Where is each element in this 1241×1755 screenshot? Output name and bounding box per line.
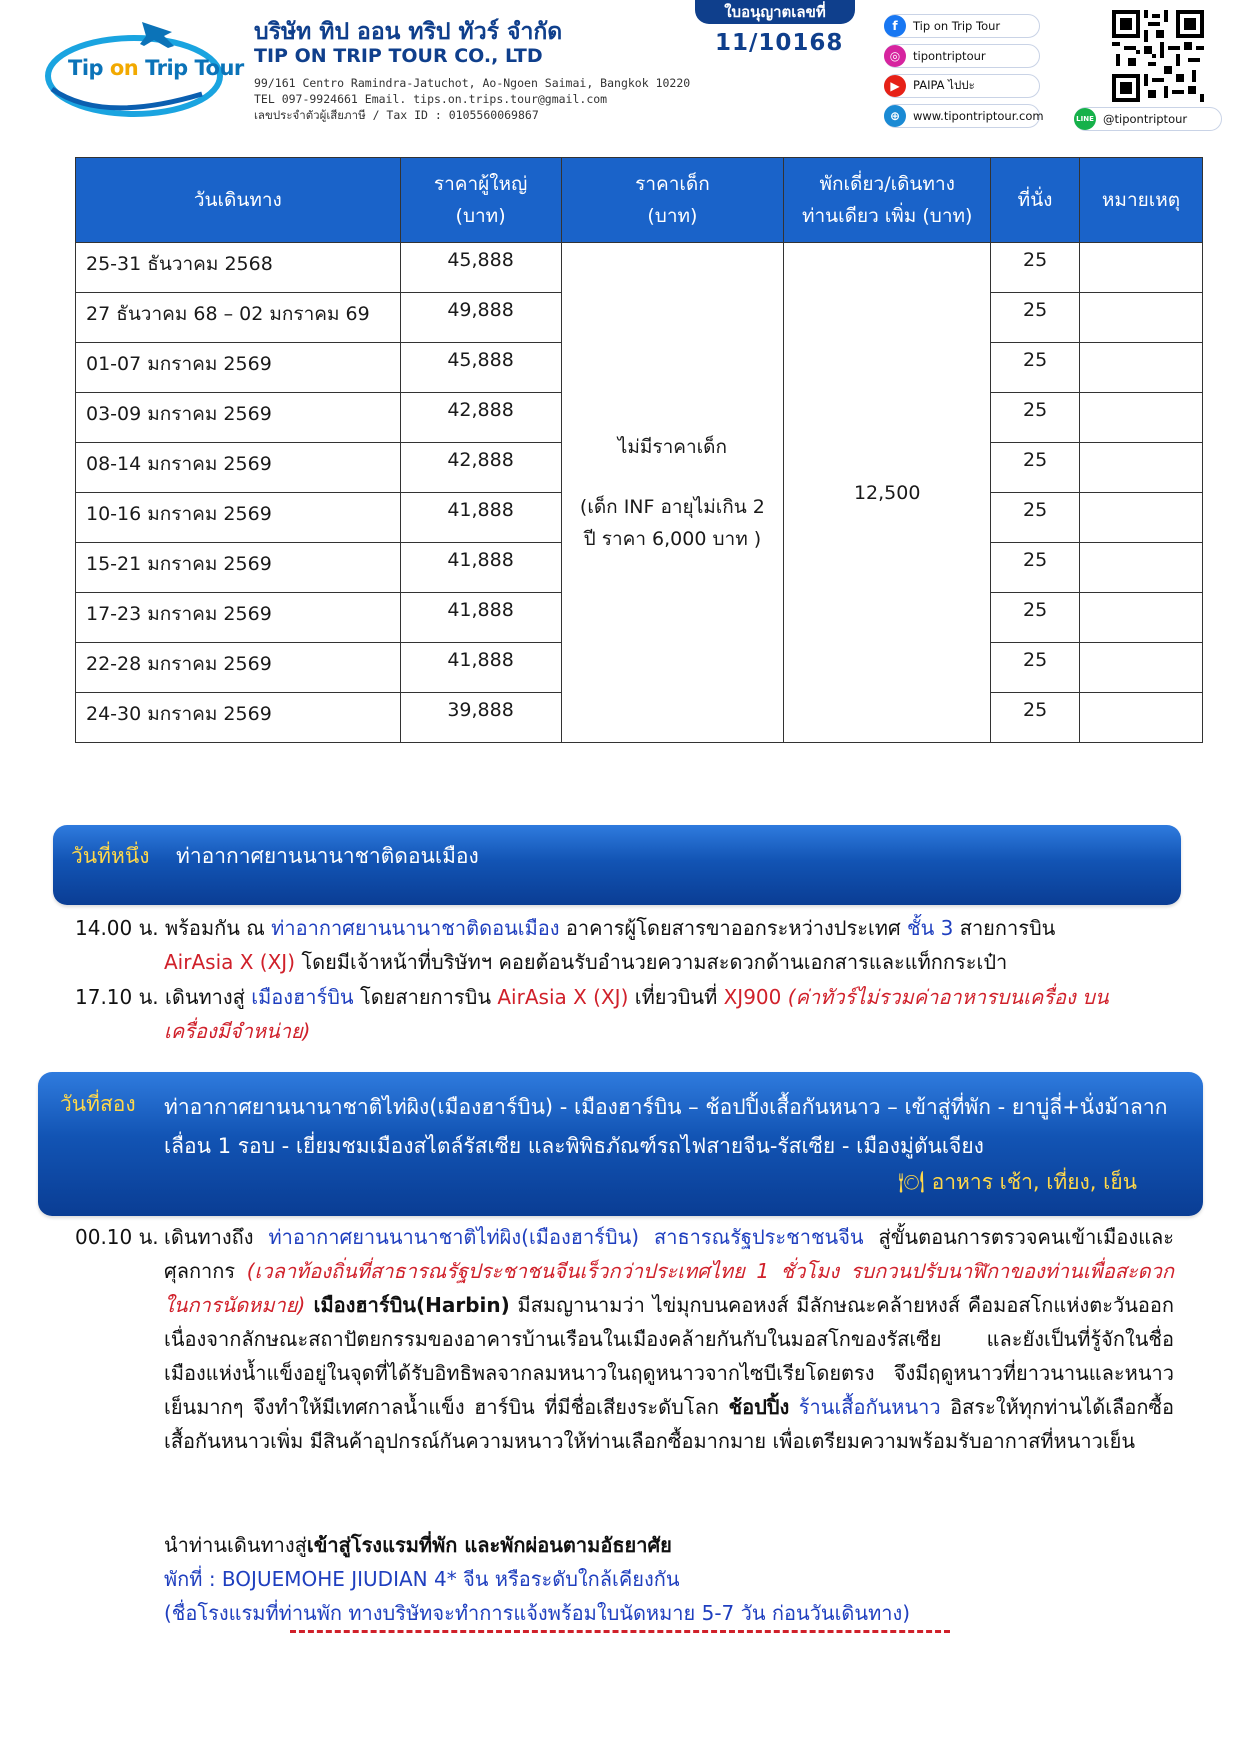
travel-date: 01-07 มกราคม 2569: [76, 343, 401, 393]
header-travel-date: วันเดินทาง: [76, 158, 401, 243]
seats: 25: [991, 443, 1080, 493]
day1-line-1710: 17.10 น. เดินทางสู่ เมืองฮาร์บิน โดยสายการบิน AirAsia X (XJ) เที่ยวบินที่ XJ900 (ค่าทัวร์ไม่รวมค่าอาหารบนเครื่อง บน: [75, 985, 1109, 1009]
adult-price: 41,888: [400, 493, 561, 543]
day2-title: ท่าอากาศยานนานาชาติไท่ผิง(เมืองฮาร์บิน) - เมืองฮาร์บิน – ช้อปปิ้งเสื้อกันหนาว – เข้าสู่ที่พัก - ยาบู่ลี่+นั่งม้าลากเลื่อน 1 รอบ - เยี่ยมชมเมืองสไตล์รัสเซีย และพิพิธภัณฑ์รถไฟสายจีน-รัสเซีย - เมืองมู่ตันเจียง: [164, 1095, 1168, 1158]
social-instagram[interactable]: ◎ tipontriptour: [884, 44, 1040, 68]
travel-date: 08-14 มกราคม 2569: [76, 443, 401, 493]
remarks: [1080, 643, 1203, 693]
section-divider: [290, 1630, 950, 1633]
seats: 25: [991, 593, 1080, 643]
table-header-row: [76, 158, 1203, 243]
day2-paragraph: เดินทางถึง ท่าอากาศยานนานาชาติไท่ผิง(เมืองฮาร์บิน) สาธารณรัฐประชาชนจีน สู่ขั้นตอนการตรวจคนเข้าเมืองและศุลกากร (เวลาท้องถิ่นที่สาธารณรัฐประชาชนจีนเร็วกว่าประเทศไทย 1 ชั่วโมง รบกวนปรับนาฬิกาของท่านเพื่อสะดวกในการนัดหมาย) เมืองฮาร์บิน(Harbin) มีสมญานามว่า ไข่มุกบนคอหงส์ มีลักษณะคล้ายหงส์ คือมอสโกแห่งตะวันออก เนื่องจากลักษณะสถาปัตยกรรมของอาคารบ้านเรือนในเมืองคล้ายกันกับในมอสโกของรัสเซีย และยังเป็นที่รู้จักในชื่อ เมืองแห่งน้ำแข็งอยู่ในจุดที่ได้รับอิทธิพลจากลมหนาวในฤดูหนาวจากไซบีเรียโดยตรง จึงมีฤดูหนาวที่ยาวนานและหนาวเย็นมากๆ จึงทำให้มีเทศกาลน้ำแข็ง ฮาร์บิน ที่มีชื่อเสียงระดับโลก ช้อปปิ้ง ร้านเสื้อกันหนาว อิสระให้ทุกท่านได้เลือกซื้อเสื้อกันหนาวเพิ่ม มีสินค้าอุปกรณ์กันความหนาวให้ท่านเลือกซื้อมากมาย เพื่อเตรียมความพร้อมรับอากาสที่หนาวเย็น: [164, 1225, 1175, 1453]
day2-meals: 🍽︎ อาหาร เช้า, เที่ยง, เย็น: [898, 1170, 1137, 1194]
seats: 25: [991, 643, 1080, 693]
company-address: 99/161 Centro Ramindra-Jatuchot, Ao-Ngoen Saimai, Bangkok 10220 TEL 097-9924661 Email. tips.on.trips.tour@gmail.com เลขประจำตัวผู้เสียภาษี / Tax ID : 0105560069867: [254, 76, 691, 122]
remarks: [1080, 293, 1203, 343]
logo-text: Tip on Trip Tour: [68, 56, 244, 80]
page-header: [0, 0, 1241, 140]
day2-banner: [38, 1072, 1203, 1216]
license-label: ใบอนุญาตเลขที่: [695, 0, 855, 24]
day1-title: ท่าอากาศยานนานาชาติดอนเมือง: [176, 844, 479, 868]
hotel-name: พักที่ : BOJUEMOHE JIUDIAN 4* จีน หรือระดับใกล้เคียงกัน: [164, 1567, 680, 1591]
header-seats: ที่นั่ง: [991, 158, 1080, 243]
social-website[interactable]: ⊕ www.tipontriptour.com: [884, 104, 1040, 128]
adult-price: 41,888: [400, 543, 561, 593]
hotel-info: [164, 1528, 1184, 1630]
seats: 25: [991, 543, 1080, 593]
adult-price: 45,888: [400, 243, 561, 293]
company-name-english: TIP ON TRIP TOUR CO., LTD: [254, 45, 543, 67]
travel-date: 15-21 มกราคม 2569: [76, 543, 401, 593]
qr-code: [1112, 10, 1204, 102]
header-single-supplement: พักเดี่ยว/เดินทาง ท่านเดียว เพิ่ม (บาท): [784, 158, 991, 243]
adult-price: 41,888: [400, 643, 561, 693]
remarks: [1080, 593, 1203, 643]
day2-time: 00.10 น.: [75, 1225, 159, 1249]
adult-price: 45,888: [400, 343, 561, 393]
adult-price: 42,888: [400, 443, 561, 493]
travel-date: 25-31 ธันวาคม 2568: [76, 243, 401, 293]
single-supplement-cell: 12,500: [784, 243, 991, 743]
line-icon: LINE: [1074, 108, 1096, 130]
seats: 25: [991, 493, 1080, 543]
day2-label: วันที่สอง: [60, 1092, 136, 1116]
seats: 25: [991, 393, 1080, 443]
social-facebook[interactable]: f Tip on Trip Tour: [884, 14, 1040, 38]
youtube-icon: ▶: [884, 75, 906, 97]
remarks: [1080, 543, 1203, 593]
header-adult-price: ราคาผู้ใหญ่ (บาท): [400, 158, 561, 243]
remarks: [1080, 693, 1203, 743]
instagram-icon: ◎: [884, 45, 906, 67]
travel-date: 10-16 มกราคม 2569: [76, 493, 401, 543]
header-child-price: ราคาเด็ก (บาท): [561, 158, 784, 243]
remarks: [1080, 343, 1203, 393]
travel-date: 03-09 มกราคม 2569: [76, 393, 401, 443]
day1-banner: [53, 825, 1181, 905]
remarks: [1080, 443, 1203, 493]
day1-line-1710-cont: เครื่องมีจำหน่าย): [164, 1019, 311, 1043]
facebook-icon: f: [884, 15, 906, 37]
remarks: [1080, 393, 1203, 443]
adult-price: 42,888: [400, 393, 561, 443]
remarks: [1080, 243, 1203, 293]
meal-icon: 🍽︎: [898, 1170, 925, 1194]
table-row: [76, 243, 1203, 293]
travel-date: 27 ธันวาคม 68 – 02 มกราคม 69: [76, 293, 401, 343]
license-number: 11/10168: [715, 30, 844, 56]
website-icon: ⊕: [884, 105, 906, 127]
travel-date: 24-30 มกราคม 2569: [76, 693, 401, 743]
hotel-intro: นำท่านเดินทางสู่เข้าสู่โรงแรมที่พัก และพักผ่อนตามอัธยาศัย: [164, 1533, 672, 1557]
adult-price: 41,888: [400, 593, 561, 643]
seats: 25: [991, 343, 1080, 393]
seats: 25: [991, 293, 1080, 343]
social-line[interactable]: LINE @tipontriptour: [1074, 107, 1222, 137]
price-table: [75, 157, 1203, 743]
adult-price: 39,888: [400, 693, 561, 743]
day1-line-1400-cont: AirAsia X (XJ) โดยมีเจ้าหน้าที่บริษัทฯ คอยต้อนรับอำนวยความสะดวกด้านเอกสารและแท็กกระเป๋า: [164, 950, 1008, 974]
company-logo: [42, 14, 244, 124]
header-remarks: หมายเหตุ: [1080, 158, 1203, 243]
travel-date: 22-28 มกราคม 2569: [76, 643, 401, 693]
hotel-note: (ชื่อโรงแรมที่ท่านพัก ทางบริษัทจะทำการแจ้งพร้อมใบนัดหมาย 5-7 วัน ก่อนวันเดินทาง): [164, 1601, 911, 1625]
child-price-cell: ไม่มีราคาเด็ก (เด็ก INF อายุไม่เกิน 2 ปี ราคา 6,000 บาท ): [561, 243, 784, 743]
travel-date: 17-23 มกราคม 2569: [76, 593, 401, 643]
day1-label: วันที่หนึ่ง: [71, 844, 150, 868]
social-links: [884, 14, 1044, 134]
seats: 25: [991, 243, 1080, 293]
social-youtube[interactable]: ▶ PAIPA ไปปะ: [884, 74, 1040, 98]
remarks: [1080, 493, 1203, 543]
adult-price: 49,888: [400, 293, 561, 343]
company-name-thai: บริษัท ทิป ออน ทริป ทัวร์ จำกัด: [254, 19, 563, 45]
day1-line-1400: 14.00 น. พร้อมกัน ณ ท่าอากาศยานนานาชาติดอนเมือง อาคารผู้โดยสารขาออกระหว่างประเทศ ชั้น 3 สายการบิน: [75, 916, 1056, 940]
seats: 25: [991, 693, 1080, 743]
